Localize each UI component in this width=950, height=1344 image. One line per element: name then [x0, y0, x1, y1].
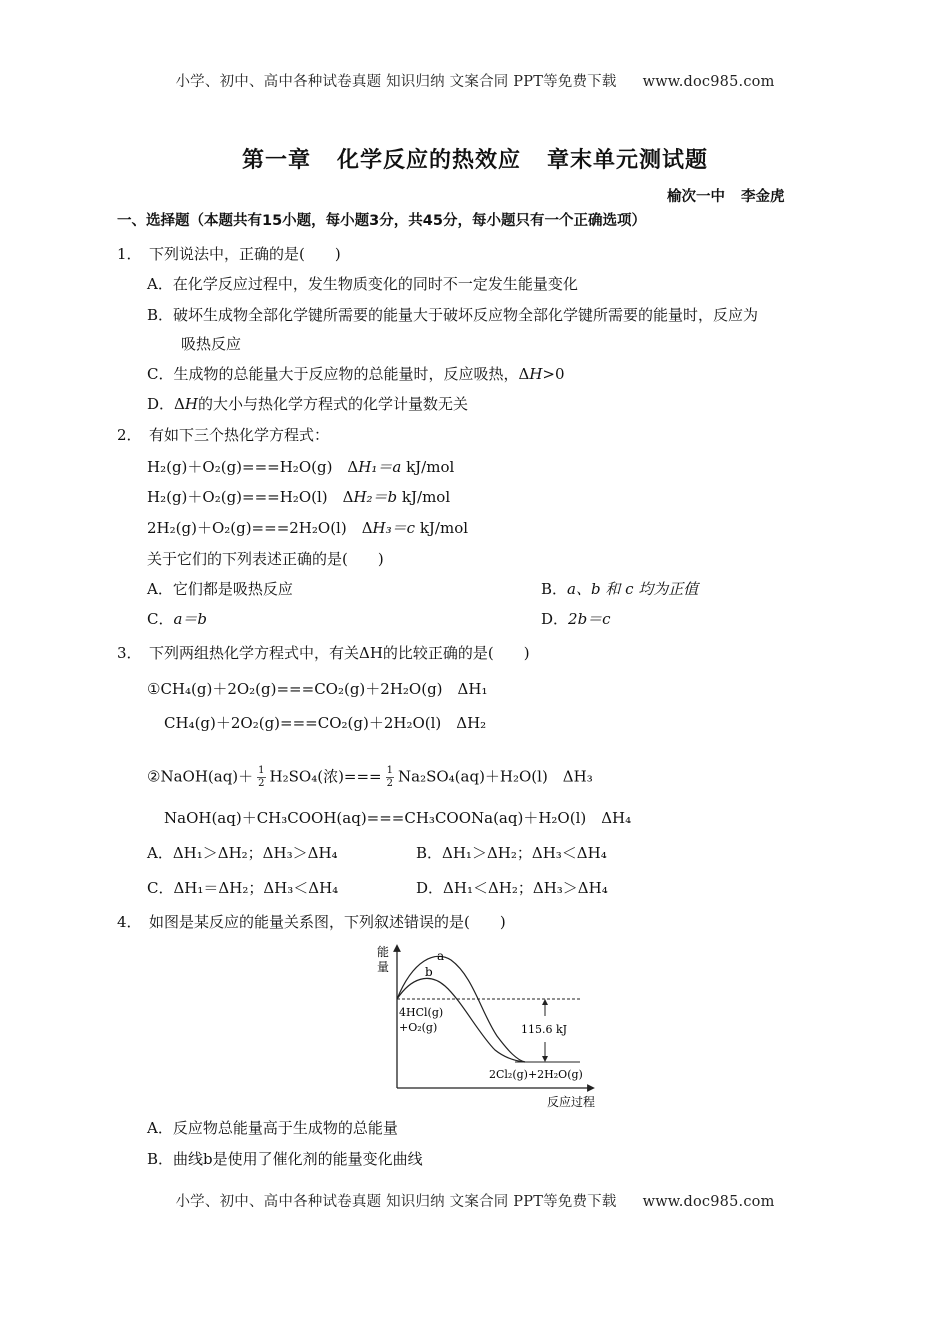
- q3-eq3-b: H₂SO₄(浓)===: [269, 767, 382, 786]
- energy-diagram: [365, 938, 615, 1112]
- question-4-stem: [117, 912, 506, 932]
- question-2-stem: [117, 425, 329, 445]
- footer-site-link[interactable]: www.doc985.com: [642, 1194, 775, 1210]
- q3-option-c: C．ΔH₁＝ΔH₂；ΔH₃＜ΔH₄: [147, 879, 339, 897]
- q2-eq1-text: H₂(g)＋O₂(g)===H₂O(g) Δ: [147, 458, 359, 476]
- q3-eq3-c: Na₂SO₄(aq)＋H₂O(l) ΔH₃: [398, 767, 593, 786]
- question-3-stem: [117, 643, 530, 663]
- q1-c-var: H: [529, 365, 543, 383]
- question-4-text: 如图是某反应的能量关系图，下列叙述错误的是( ): [149, 913, 506, 931]
- frac-num: 1: [258, 765, 265, 776]
- q1-option-c: [147, 364, 565, 384]
- q3-eq3-a: ②NaOH(aq)＋: [147, 767, 254, 786]
- q2-option-a: A．它们都是吸热反应: [147, 580, 293, 598]
- question-1-stem: [117, 244, 341, 264]
- q4-option-a: A．反应物总能量高于生成物的总能量: [147, 1119, 398, 1137]
- q2-c-text: a＝b: [173, 610, 208, 628]
- banner-text: 小学、初中、高中各种试卷真题 知识归纳 文案合同 PPT等免费下载: [175, 74, 617, 90]
- author-name: 李金虎: [741, 189, 785, 205]
- q3-equation-2: CH₄(g)＋2O₂(g)===CO₂(g)＋2H₂O(l) ΔH₂: [164, 714, 487, 732]
- q2-c-label: C．: [147, 610, 174, 628]
- q2-eq1-var: H₁＝a: [358, 458, 402, 476]
- question-4-number: 4．: [117, 913, 142, 931]
- q2-equation-1: [147, 457, 454, 477]
- q2-b-text: a、b 和 c 均为正值: [567, 580, 699, 598]
- q3-option-d: D．ΔH₁＜ΔH₂；ΔH₃＞ΔH₄: [416, 879, 608, 897]
- q1-d-tail: 的大小与热化学方程式的化学计量数无关: [197, 395, 468, 413]
- q1-option-a: A．在化学反应过程中，发生物质变化的同时不一定发生能量变化: [147, 275, 578, 293]
- question-3-number: 3．: [117, 644, 142, 662]
- reactant-label-2: +O₂(g): [399, 1021, 438, 1034]
- footer-banner: [0, 1190, 950, 1211]
- y-axis-label-1: 能: [377, 945, 390, 959]
- title-chapter: 第一章: [241, 148, 311, 173]
- page-title: [0, 143, 950, 174]
- q2-d-text: 2b＝c: [568, 610, 611, 628]
- q4-option-b: B．曲线b是使用了催化剂的能量变化曲线: [147, 1150, 423, 1168]
- banner-site-link[interactable]: www.doc985.com: [642, 74, 775, 90]
- q1-d-text: D．Δ: [147, 395, 185, 413]
- q2-eq3-text: 2H₂(g)＋O₂(g)===2H₂O(l) Δ: [147, 519, 373, 537]
- q3-option-b: B．ΔH₁＞ΔH₂；ΔH₃＜ΔH₄: [416, 844, 607, 862]
- q2-d-label: D．: [541, 610, 569, 628]
- q2-eq3-unit: kJ/mol: [415, 519, 469, 537]
- title-topic: 化学反应的热效应: [336, 148, 521, 173]
- q2-eq1-unit: kJ/mol: [401, 458, 455, 476]
- frac-den: 2: [386, 778, 393, 789]
- energy-difference-label: 115.6 kJ: [521, 1023, 568, 1036]
- product-label: 2Cl₂(g)+2H₂O(g): [489, 1068, 583, 1081]
- q2-option-c: [147, 609, 207, 629]
- author-school: 榆次一中: [667, 189, 725, 205]
- frac-num: 1: [386, 765, 393, 776]
- question-1-number: 1．: [117, 245, 142, 263]
- q3-option-a: A．ΔH₁＞ΔH₂；ΔH₃＞ΔH₄: [147, 844, 338, 862]
- q1-option-b: B．破坏生成物全部化学键所需要的能量大于破坏反应物全部化学键所需要的能量时，反应为: [147, 306, 759, 324]
- q2-question: 关于它们的下列表述正确的是( ): [147, 550, 384, 568]
- curve-b-label: b: [425, 965, 433, 979]
- frac-den: 2: [258, 778, 265, 789]
- question-2-text: 有如下三个热化学方程式：: [149, 426, 330, 444]
- author-line: [667, 185, 785, 206]
- x-axis-label: 反应过程: [547, 1095, 596, 1109]
- q1-option-d: [147, 394, 468, 414]
- section-heading: 一、选择题（本题共有15小题，每小题3分，共45分，每小题只有一个正确选项）: [117, 213, 646, 229]
- q2-eq2-unit: kJ/mol: [397, 488, 451, 506]
- q1-d-var: H: [184, 395, 198, 413]
- q3-equation-3: [147, 765, 593, 790]
- half-fraction-1: [257, 765, 265, 790]
- question-2-number: 2．: [117, 426, 142, 444]
- q1-option-b-cont: 吸热反应: [181, 335, 242, 353]
- q2-eq2-text: H₂(g)＋O₂(g)===H₂O(l) Δ: [147, 488, 354, 506]
- half-fraction-2: [386, 765, 394, 790]
- y-axis-label-2: 量: [377, 960, 390, 974]
- footer-banner-text: 小学、初中、高中各种试卷真题 知识归纳 文案合同 PPT等免费下载: [175, 1194, 617, 1210]
- title-kind: 章末单元测试题: [547, 148, 709, 173]
- q2-option-d: [541, 609, 611, 629]
- reactant-label-1: 4HCl(g): [399, 1006, 444, 1019]
- question-1-text: 下列说法中，正确的是( ): [149, 245, 341, 263]
- header-banner: [0, 70, 950, 91]
- question-3-text: 下列两组热化学方程式中，有关ΔH的比较正确的是( ): [149, 644, 530, 662]
- q1-c-text: C．生成物的总能量大于反应物的总能量时，反应吸热，Δ: [147, 365, 530, 383]
- q2-b-label: B．: [541, 580, 568, 598]
- q2-option-b: [541, 579, 698, 599]
- q2-eq3-var: H₃＝c: [372, 519, 416, 537]
- q2-eq2-var: H₂＝b: [353, 488, 398, 506]
- q1-c-tail: >0: [542, 365, 565, 383]
- curve-a-label: a: [437, 949, 445, 963]
- q3-equation-4: NaOH(aq)＋CH₃COOH(aq)===CH₃COONa(aq)＋H₂O(l) ΔH₄: [164, 809, 632, 827]
- q2-equation-3: [147, 518, 468, 538]
- q3-equation-1: ①CH₄(g)＋2O₂(g)===CO₂(g)＋2H₂O(g) ΔH₁: [147, 680, 488, 698]
- q2-equation-2: [147, 487, 450, 507]
